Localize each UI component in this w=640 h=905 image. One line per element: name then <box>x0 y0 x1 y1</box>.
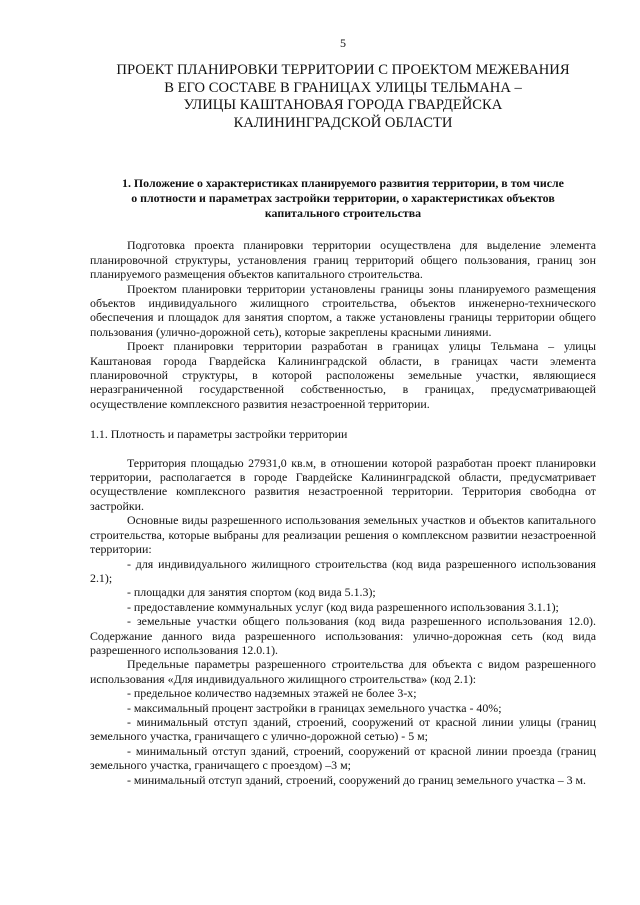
paragraph: Предельные параметры разрешенного строительства для объекта с видом разрешенного использования «Для индивидуального жилищного строительства» (код 2.1): <box>90 657 596 686</box>
document-title <box>90 62 596 132</box>
list-item: - предельное количество надземных этажей не более 3-х; <box>127 686 417 701</box>
section-title-line: капитального строительства <box>264 206 422 221</box>
subsection-title: 1.1. Плотность и параметры застройки территории <box>90 427 348 442</box>
section-title <box>90 176 596 221</box>
paragraph: Проектом планировки территории установлены границы зоны планируемого размещения объектов индивидуального жилищного строительства, объектов инженерно-технического обеспечения и площадок для занятия спортом, а также установлены границы территории общего пользования (улично-дорожной сеть), которые закреплены красными линиями. <box>90 281 596 339</box>
list-item: - максимальный процент застройки в границах земельного участка - 40%; <box>127 700 502 715</box>
list-item: - минимальный отступ зданий, строений, сооружений от красной линии улицы (границ земельного участка, граничащего с улично-дорожной сетью) - 5 м; <box>90 714 596 744</box>
paragraph: Проект планировки территории разработан в границах улицы Тельмана – улицы Каштановая города Гвардейска Калининградской области, в границах части элемента планировочной структуры, в которой расположены земельные участки, являющиеся неразграниченной государственной собственностью, в границах, предусматривающей осуществление комплексного развития незастроенной территории. <box>90 339 596 411</box>
title-line: ПРОЕКТ ПЛАНИРОВКИ ТЕРРИТОРИИ С ПРОЕКТОМ МЕЖЕВАНИЯ <box>116 62 570 78</box>
list-item: - минимальный отступ зданий, строений, сооружений от красной линии проезда (границ земельного участка, граничащего с проездом) –3 м; <box>90 743 596 773</box>
list-item: - предоставление коммунальных услуг (код вида разрешенного использования 3.1.1); <box>127 599 559 614</box>
title-line: В ЕГО СОСТАВЕ В ГРАНИЦАХ УЛИЦЫ ТЕЛЬМАНА – <box>164 79 522 96</box>
page-number: 5 <box>340 36 346 50</box>
list-item: - для индивидуального жилищного строительства (код вида разрешенного использования 2.1); <box>90 556 596 585</box>
paragraph: Подготовка проекта планировки территории осуществлена для выделение элемента планировочной структуры, установления границ территорий общего пользования, границ зон планируемого размещения объектов капитального строительства. <box>90 238 596 282</box>
paragraph: Основные виды разрешенного использования земельных участков и объектов капитального строительства, которые выбраны для реализации решения о комплексном развитии незастроенной территории: <box>90 513 596 557</box>
section-title-line: 1. Положение о характеристиках планируемого развития территории, в том числе <box>122 176 564 191</box>
document-page <box>90 36 596 787</box>
paragraph: Территория площадью 27931,0 кв.м, в отношении которой разработан проект планировки территории, располагается в городе Гвардейске Калининградской области, предусматривает осуществление комплексного развития незастроенной территории. Территория свободна от застройки. <box>90 455 596 513</box>
list-item: - площадки для занятия спортом (код вида 5.1.3); <box>127 585 376 600</box>
title-line: УЛИЦЫ КАШТАНОВАЯ ГОРОДА ГВАРДЕЙСКА <box>183 97 503 114</box>
list-item: - минимальный отступ зданий, строений, сооружений до границ земельного участка – 3 м. <box>127 772 587 787</box>
title-line: КАЛИНИНГРАДСКОЙ ОБЛАСТИ <box>233 114 453 131</box>
list-item: - земельные участки общего пользования (код вида разрешенного использования 12.0). Содержание данного вида разрешенного использования: улично-дорожная сеть (код вида разрешенного использования 12.0.1). <box>90 614 596 657</box>
section-title-line: о плотности и параметрах застройки территории, о характеристиках объектов <box>131 191 555 206</box>
